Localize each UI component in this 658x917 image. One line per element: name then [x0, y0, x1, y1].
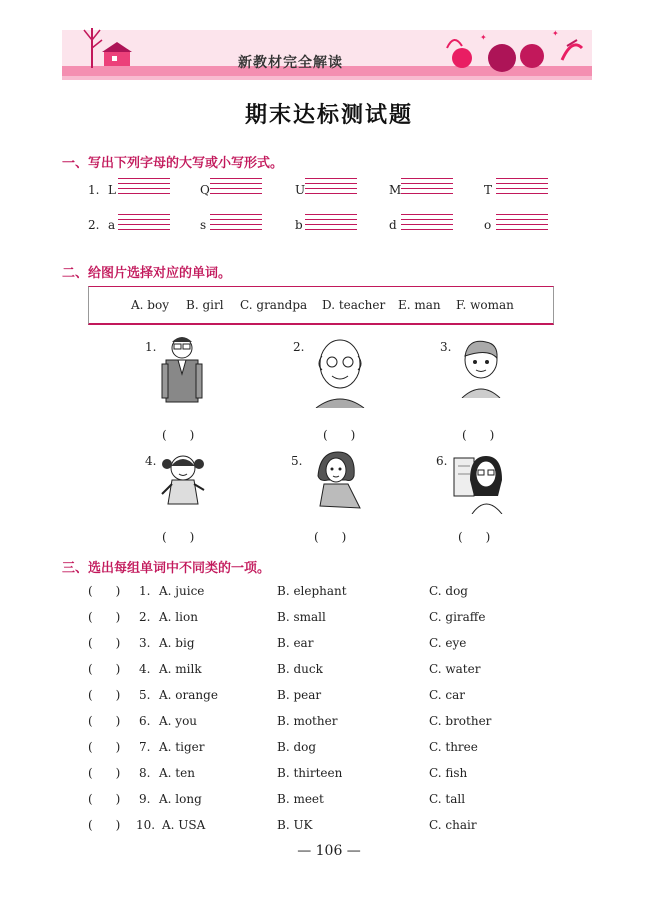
- question-number: 3.: [139, 636, 151, 650]
- letter-prompt: d: [389, 218, 397, 232]
- answer-parens[interactable]: ( ): [88, 792, 121, 806]
- word-bank: [88, 286, 554, 325]
- word-option: E. man: [398, 298, 441, 312]
- writing-lines[interactable]: [210, 214, 262, 234]
- picture-number: 3.: [440, 340, 452, 354]
- page-title: 期末达标测试题: [244, 102, 413, 128]
- writing-lines[interactable]: [118, 214, 170, 234]
- question-number: 1.: [139, 584, 151, 598]
- writing-lines[interactable]: [496, 214, 548, 234]
- option-b: B. thirteen: [277, 766, 343, 780]
- letter-prompt: U: [295, 183, 306, 197]
- header-banner: [62, 18, 592, 83]
- question-number: 7.: [139, 740, 151, 754]
- option-c: C. water: [429, 662, 481, 676]
- option-b: B. dog: [277, 740, 317, 754]
- answer-blank[interactable]: ( ): [162, 530, 195, 544]
- letter-prompt: M: [389, 183, 402, 197]
- grandpa-picture: [310, 334, 370, 408]
- option-c: C. giraffe: [429, 610, 486, 624]
- writing-lines[interactable]: [210, 178, 262, 198]
- question-number: 9.: [139, 792, 151, 806]
- section-3-heading: 三、选出每组单词中不同类的一项。: [62, 561, 271, 576]
- picture-number: 1.: [145, 340, 157, 354]
- page-number: — 106 —: [297, 843, 361, 859]
- writing-lines[interactable]: [118, 178, 170, 198]
- answer-blank[interactable]: ( ): [323, 428, 356, 442]
- answer-parens[interactable]: ( ): [88, 740, 121, 754]
- option-b: B. mother: [277, 714, 338, 728]
- option-a: A. USA: [162, 818, 206, 832]
- answer-blank[interactable]: ( ): [462, 428, 495, 442]
- option-c: C. eye: [429, 636, 467, 650]
- answer-parens[interactable]: ( ): [88, 584, 121, 598]
- letter-prompt: T: [484, 183, 493, 197]
- option-b: B. pear: [277, 688, 322, 702]
- word-option: B. girl: [186, 298, 224, 312]
- row-2-number: 2.: [88, 218, 100, 232]
- question-number: 6.: [139, 714, 151, 728]
- option-a: A. orange: [159, 688, 218, 702]
- picture-number: 5.: [291, 454, 303, 468]
- option-a: A. milk: [159, 662, 202, 676]
- question-number: 8.: [139, 766, 151, 780]
- answer-parens[interactable]: ( ): [88, 662, 121, 676]
- answer-parens[interactable]: ( ): [88, 714, 121, 728]
- answer-blank[interactable]: ( ): [314, 530, 347, 544]
- option-a: A. tiger: [159, 740, 205, 754]
- row-1-number: 1.: [88, 183, 100, 197]
- option-a: A. big: [159, 636, 195, 650]
- picture-number: 4.: [145, 454, 157, 468]
- letter-prompt: L: [108, 183, 116, 197]
- option-c: C. tall: [429, 792, 466, 806]
- writing-lines[interactable]: [305, 178, 357, 198]
- svg-text:✦: ✦: [480, 33, 487, 42]
- letter-prompt: s: [200, 218, 207, 232]
- answer-parens[interactable]: ( ): [88, 766, 121, 780]
- answer-parens[interactable]: ( ): [88, 610, 121, 624]
- word-option: C. grandpa: [240, 298, 308, 312]
- writing-lines[interactable]: [401, 178, 453, 198]
- writing-lines[interactable]: [305, 214, 357, 234]
- option-c: C. dog: [429, 584, 468, 598]
- option-c: C. three: [429, 740, 478, 754]
- section-2-heading: 二、给图片选择对应的单词。: [62, 266, 232, 281]
- option-c: C. chair: [429, 818, 477, 832]
- man-in-suit-picture: [158, 334, 206, 412]
- answer-parens[interactable]: ( ): [88, 818, 121, 832]
- option-a: A. you: [159, 714, 198, 728]
- picture-number: 2.: [293, 340, 305, 354]
- writing-lines[interactable]: [496, 178, 548, 198]
- letter-prompt: a: [108, 218, 116, 232]
- question-number: 4.: [139, 662, 151, 676]
- letter-prompt: Q: [200, 183, 210, 197]
- question-number: 5.: [139, 688, 151, 702]
- word-option: F. woman: [456, 298, 514, 312]
- letter-prompt: o: [484, 218, 492, 232]
- option-b: B. ear: [277, 636, 314, 650]
- option-a: A. ten: [159, 766, 195, 780]
- answer-parens[interactable]: ( ): [88, 636, 121, 650]
- option-a: A. juice: [159, 584, 205, 598]
- question-number: 10.: [136, 818, 156, 832]
- option-b: B. duck: [277, 662, 323, 676]
- teacher-picture: [452, 452, 506, 514]
- option-b: B. elephant: [277, 584, 347, 598]
- word-option: D. teacher: [322, 298, 386, 312]
- letter-prompt: b: [295, 218, 303, 232]
- option-a: A. lion: [159, 610, 198, 624]
- girl-picture: [158, 450, 208, 510]
- option-c: C. brother: [429, 714, 492, 728]
- option-c: C. fish: [429, 766, 468, 780]
- question-number: 2.: [139, 610, 151, 624]
- answer-blank[interactable]: ( ): [162, 428, 195, 442]
- option-b: B. meet: [277, 792, 324, 806]
- answer-blank[interactable]: ( ): [458, 530, 491, 544]
- option-b: B. small: [277, 610, 326, 624]
- picture-number: 6.: [436, 454, 448, 468]
- option-a: A. long: [159, 792, 202, 806]
- option-c: C. car: [429, 688, 465, 702]
- option-b: B. UK: [277, 818, 313, 832]
- writing-lines[interactable]: [401, 214, 453, 234]
- woman-sitting-picture: [312, 450, 364, 514]
- boy-picture: [458, 336, 504, 398]
- word-option: A. boy: [131, 298, 169, 312]
- section-1-heading: 一、写出下列字母的大写或小写形式。: [62, 156, 284, 171]
- svg-text:✦: ✦: [552, 29, 559, 38]
- series-title: 新教材完全解读: [238, 55, 343, 71]
- answer-parens[interactable]: ( ): [88, 688, 121, 702]
